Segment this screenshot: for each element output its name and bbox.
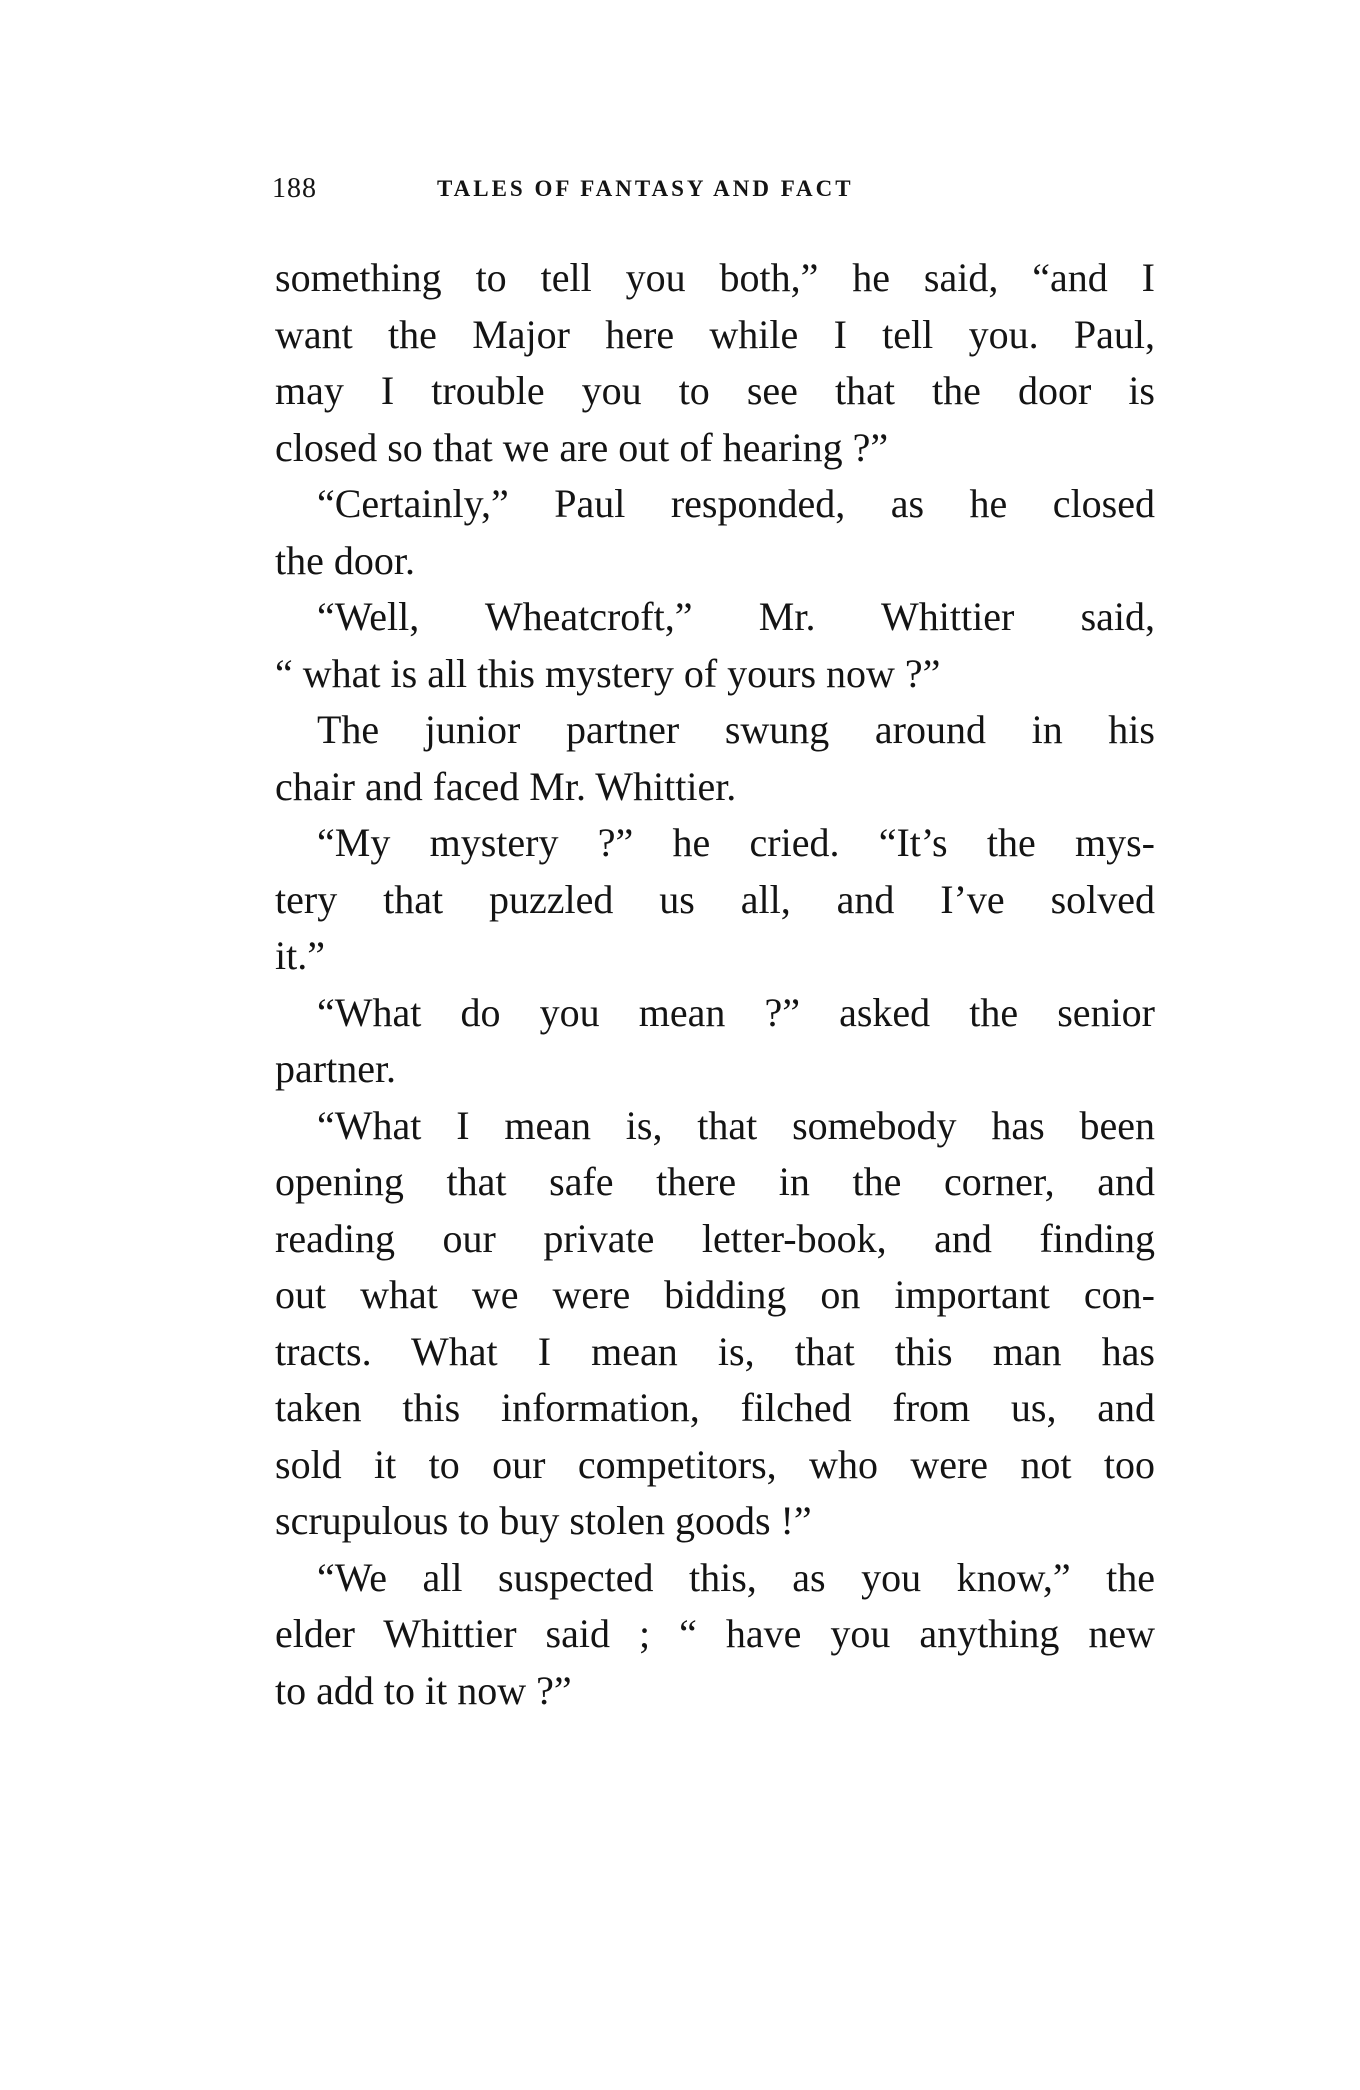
text-line: “What I mean is, that somebody has been (317, 1102, 1155, 1148)
text-line: chair and faced Mr. Whittier. (275, 763, 737, 809)
text-line: partner. (275, 1046, 397, 1091)
text-line: it.” (275, 933, 325, 978)
text-line: tracts. What I mean is, that this man has (275, 1328, 1155, 1374)
text-line: scrupulous to buy stolen goods !” (275, 1498, 812, 1543)
text-line: something to tell you both,” he said, “and I (275, 255, 1155, 300)
text-line: The junior partner swung around in his (317, 707, 1155, 752)
text-line: may I trouble you to see that the door is (275, 368, 1155, 413)
text-line: “Certainly,” Paul responded, as he closed (317, 481, 1155, 526)
text-line: taken this information, filched from us, and (275, 1385, 1155, 1430)
text-line: “My mystery ?” he cried. “It’s the mys- (317, 820, 1155, 865)
text-line: “What do you mean ?” asked the senior (317, 989, 1155, 1035)
text-line: elder Whittier said ; “ have you anything new (275, 1611, 1155, 1656)
text-line: out what we were bidding on important con- (275, 1272, 1155, 1317)
text-line: sold it to our competitors, who were not too (275, 1441, 1155, 1487)
body-text (275, 250, 1155, 1719)
text-line: closed so that we are out of hearing ?” (275, 424, 889, 470)
text-line: the door. (275, 537, 415, 583)
text-line: opening that safe there in the corner, and (275, 1159, 1155, 1204)
text-line: “ what is all this mystery of yours now ?” (275, 650, 941, 696)
text-line: “Well, Wheatcroft,” Mr. Whittier said, (317, 594, 1155, 639)
page-number: 188 (272, 173, 317, 204)
text-line: “We all suspected this, as you know,” the (317, 1554, 1155, 1600)
text-line: reading our private letter-book, and finding (275, 1215, 1155, 1261)
text-line: to add to it now ?” (275, 1667, 572, 1713)
running-title: TALES OF FANTASY AND FACT (437, 176, 854, 201)
running-header (272, 165, 1152, 213)
text-line: want the Major here while I tell you. Paul, (275, 311, 1155, 357)
text-line: tery that puzzled us all, and I’ve solved (275, 876, 1155, 922)
